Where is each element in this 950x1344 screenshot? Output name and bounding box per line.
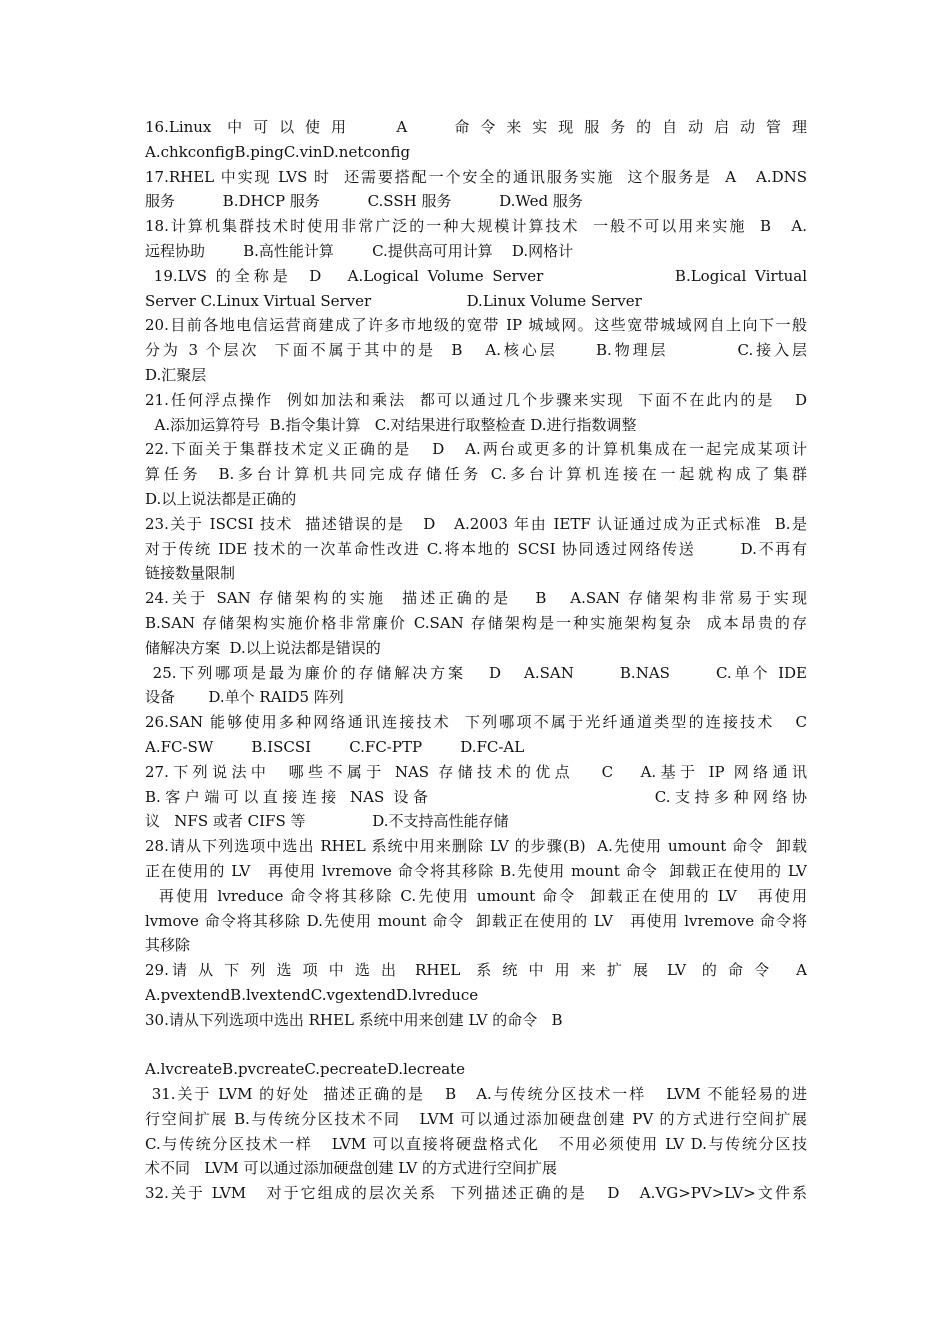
text-line: B.客户端可以直接连接 NAS 设备 C.支持多种网络协 — [145, 787, 807, 806]
text-line: 术不同 LVM 可以通过添加硬盘创建 LV 的方式进行空间扩展 — [145, 1159, 557, 1178]
text-line: D.以上说法都是正确的 — [145, 489, 297, 508]
text-line: 远程协助 B.高性能计算 C.提供高可用计算 D.网格计 — [145, 241, 574, 260]
text-line: 储解决方案 D.以上说法都是错误的 — [145, 638, 381, 657]
text-line: 24.关于 SAN 存储架构的实施 描述正确的是 B A.SAN 存储架构非常易于实现 — [145, 589, 807, 608]
text-line: 对于传统 IDE 技术的一次革命性改进 C.将本地的 SCSI 协同透过网络传送 D.不再有 — [145, 539, 807, 558]
text-line: 29.请 从 下 列 选 项 中 选 出 RHEL 系 统 中 用 来 扩 展 LV 的 命 令 A — [145, 961, 807, 980]
text-line: 20.目前各地电信运营商建成了许多市地级的宽带 IP 城域网。这些宽带城域网自上向下一般 — [145, 316, 807, 335]
text-line: 正在使用的 LV 再使用 lvremove 命令将其移除 B.先使用 mount 命令 卸载正在使用的 LV — [145, 861, 807, 880]
text-line: 17.RHEL 中实现 LVS 时 还需要搭配一个安全的通讯服务实施 这个服务是 A A.DNS — [145, 167, 807, 186]
text-line: 算任务 B.多台计算机共同完成存储任务 C.多台计算机连接在一起就构成了集群 — [145, 465, 807, 484]
text-line: B.SAN 存储架构实施价格非常廉价 C.SAN 存储架构是一种实施架构复杂 成本昂贵的存 — [145, 613, 807, 632]
text-line: 32.关于 LVM 对于它组成的层次关系 下列描述正确的是 D A.VG>PV>LV>文件系 — [145, 1184, 807, 1203]
text-line: 服务 B.DHCP 服务 C.SSH 服务 D.Wed 服务 — [145, 192, 583, 211]
text-line: 31.关于 LVM 的好处 描述正确的是 B A.与传统分区技术一样 LVM 不能轻易的进 — [145, 1085, 807, 1104]
text-line: 分为 3 个层次 下面不属于其中的是 B A.核心层 B.物理层 C.接入层 — [145, 341, 807, 360]
text-line: 26.SAN 能够使用多种网络通讯连接技术 下列哪项不属于光纤通道类型的连接技术 C — [145, 713, 807, 732]
text-line: lvmove 命令将其移除 D.先使用 mount 命令 卸载正在使用的 LV 再使用 lvremove 命令将 — [145, 911, 807, 930]
text-line: Server C.Linux Virtual Server D.Linux Volume Server — [145, 291, 642, 310]
text-line — [145, 1032, 807, 1057]
text-line: C.与传统分区技术一样 LVM 可以直接将硬盘格式化 不用必须使用 LV D.与传统分区技 — [145, 1134, 807, 1153]
text-line: D.汇聚层 — [145, 365, 207, 384]
text-line: 22.下面关于集群技术定义正确的是 D A.两台或更多的计算机集成在一起完成某项计 — [145, 440, 807, 459]
text-line: A.pvextendB.lvextendC.vgextendD.lvreduce — [145, 985, 479, 1004]
text-line: 18.计算机集群技术时使用非常广泛的一种大规模计算技术 一般不可以用来实施 B A. — [145, 217, 807, 236]
text-line: 23.关于 ISCSI 技术 描述错误的是 D A.2003 年由 IETF 认证通过成为正式标准 B.是 — [145, 514, 807, 533]
text-line: 链接数量限制 — [145, 564, 236, 583]
text-line: 其移除 — [145, 936, 191, 955]
text-line: 再使用 lvreduce 命令将其移除 C.先使用 umount 命令 卸载正在使用的 LV 再使用 — [145, 886, 807, 905]
text-line: 28.请从下列选项中选出 RHEL 系统中用来删除 LV 的步骤(B) A.先使用 umount 命令 卸载 — [145, 837, 807, 856]
text-line: 27.下列说法中 哪些不属于 NAS 存储技术的优点 C A.基于 IP 网络通讯 — [145, 762, 807, 781]
text-line: 设备 D.单个 RAID5 阵列 — [145, 688, 344, 707]
text-line: 16.Linux 中 可 以 使 用 A 命 令 来 实 现 服 务 的 自 动 启 动 管 理 — [145, 118, 807, 136]
text-line: 21.任何浮点操作 例如加法和乘法 都可以通过几个步骤来实现 下面不在此内的是 D — [145, 390, 807, 409]
text-line: 25.下列哪项是最为廉价的存储解决方案 D A.SAN B.NAS C.单个 IDE — [145, 663, 807, 682]
text-line: A.lvcreateB.pvcreateC.pecreateD.lecreate — [145, 1060, 466, 1079]
text-line: A.FC-SW B.ISCSI C.FC-PTP D.FC-AL — [145, 737, 525, 756]
text-line: 19.LVS 的全称是 D A.Logical Volume Server B.Logical Virtual — [145, 266, 807, 285]
text-line: 行空间扩展 B.与传统分区技术不同 LVM 可以通过添加硬盘创建 PV 的方式进行空间扩展 — [145, 1109, 807, 1128]
text-line: 30.请从下列选项中选出 RHEL 系统中用来创建 LV 的命令 B — [145, 1010, 563, 1029]
text-line: A.chkconfigB.pingC.vinD.netconfig — [145, 142, 411, 161]
text-line: 议 NFS 或者 CIFS 等 D.不支持高性能存储 — [145, 812, 509, 831]
text-line: A.添加运算符号 B.指令集计算 C.对结果进行取整检查 D.进行指数调整 — [145, 415, 637, 434]
document-page — [145, 115, 807, 1206]
